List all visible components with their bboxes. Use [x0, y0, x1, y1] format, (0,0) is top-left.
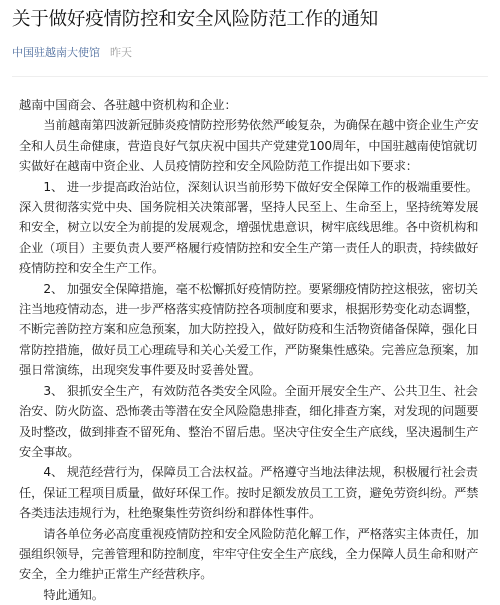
- item-1-paragraph: 1、 进一步提高政治站位，深刻认识当前形势下做好安全保障工作的极端重要性。深入贯彻落实党中央、国务院相关决策部署，坚持人民至上、生命至上，坚持统筹发展和安全，树立以安全为前提的发展观念，增强忧患意识，树牢底线思维。各中资机构和企业（项目）主要负责人要严格履行疫情防控和安全生产第一责任人的职责，持续做好疫情防控和安全生产工作。: [19, 179, 479, 276]
- signoff-paragraph: 特此通知。: [43, 587, 104, 602]
- closing-paragraph: 请各单位务必高度重视疫情防控和安全风险防范化解工作，严格落实主体责任，加强组织领导，完善管理和防控制度，牢牢守住安全生产底线，全力保障人员生命和财产安全，全力维护正常生产经营秩序。: [19, 526, 479, 582]
- article-meta: [12, 46, 488, 60]
- article-source-link[interactable]: 中国驻越南大使馆: [12, 46, 100, 59]
- item-3-paragraph: 3、 狠抓安全生产，有效防范各类安全风险。全面开展安全生产、公共卫生、社会治安、防火防盗、恐怖袭击等潜在安全风险隐患排查，细化排查方案，对发现的问题要及时整改，做到排查不留死角、整治不留后患。坚决守住安全生产底线，坚决遏制生产安全事故。: [19, 383, 479, 459]
- item-2-paragraph: 2、 加强安全保障措施，毫不松懈抓好疫情防控。要紧绷疫情防控这根弦，密切关注当地疫情动态，进一步严格落实疫情防控各项制度和要求，根据形势变化动态调整，不断完善防控方案和应急预案，加大防控投入，做好防疫和生活物资储备保障，强化日常防控措施，做好员工心理疏导和关心关爱工作，严防聚集性感染。完善应急预案，加强日常演练，出现突发事件要及时妥善处置。: [19, 281, 479, 378]
- salutation-paragraph: 越南中国商会、各驻越中资机构和企业：: [19, 98, 237, 112]
- intro-paragraph: 当前越南第四波新冠肺炎疫情防控形势依然严峻复杂，为确保在越中资企业生产安全和人员生命健康，营造良好气氛庆祝中国共产党建党100周年，中国驻越南使馆就切实做好在越南中资企业、人员疫情防控和安全风险防范工作提出如下要求：: [19, 118, 479, 174]
- divider: [12, 76, 488, 77]
- article-title: 关于做好疫情防控和安全风险防范工作的通知: [12, 9, 379, 30]
- article-body: [12, 95, 488, 605]
- publish-date: 昨天: [110, 46, 132, 59]
- item-4-paragraph: 4、 规范经营行为，保障员工合法权益。严格遵守当地法律法规，积极履行社会责任，保证工程项目质量，做好环保工作。按时足额发放员工工资，避免劳资纠纷。严禁各类违法违规行为，杜绝聚集性劳资纠纷和群体性事件。: [19, 465, 479, 521]
